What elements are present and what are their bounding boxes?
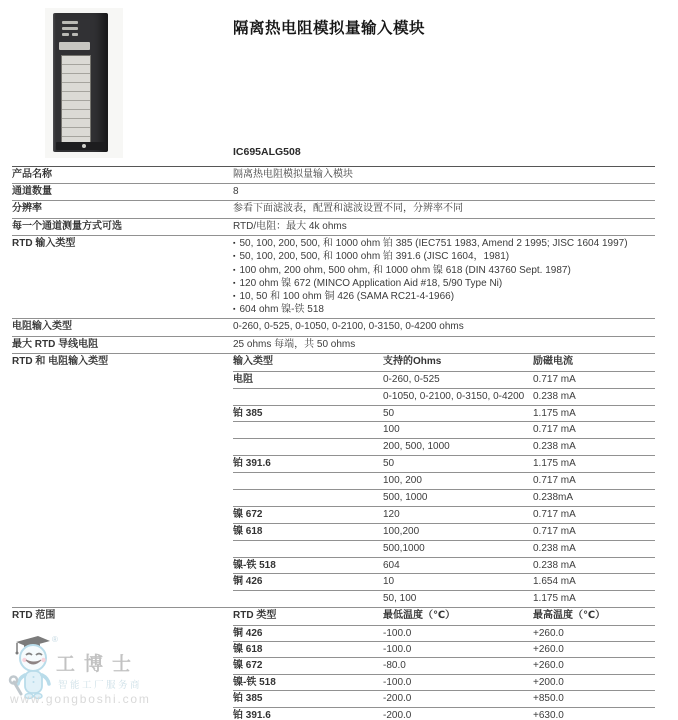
cell-supported-ohms: 100, 200 [383, 475, 422, 487]
cell-input-type [233, 389, 383, 405]
cell-input-type: 铂 385 [233, 407, 263, 419]
module-led-indicator [72, 33, 78, 36]
subtable-row [233, 641, 655, 657]
row-value: 参看下面滤波表，配置和滤波设置不同，分辨率不同 [233, 203, 463, 215]
column-header: 励磁电流 [533, 355, 573, 367]
cell-excitation-current: 1.654 mA [533, 576, 576, 588]
subtable-row [233, 438, 655, 455]
bullet-item [233, 290, 655, 303]
cell-max-temp: +260.0 [533, 643, 564, 655]
cell-supported-ohms: 120 [383, 508, 400, 520]
cell-rtd-type: 镍-铁 518 [233, 676, 276, 688]
bullet-text: 100 ohm, 200 ohm, 500 ohm, 和 1000 ohm 镍 618 (DIN 43760 Sept. 1987) [239, 264, 571, 276]
row-label: RTD 和 电阻输入类型 [12, 355, 109, 367]
column-header: 最低温度（℃） [383, 610, 456, 622]
excitation-subtable [233, 354, 655, 607]
bullet-icon: ▪ [233, 266, 236, 274]
watermark-url: www.gongboshi.com [10, 692, 151, 706]
column-header: RTD 类型 [233, 610, 277, 622]
bullet-text: 10, 50 和 100 ohm 铜 426 (SAMA RC21-4-1966) [239, 291, 455, 303]
column-header: 支持的Ohms [383, 355, 442, 367]
cell-max-temp: +260.0 [533, 660, 564, 672]
cell-supported-ohms: 50 [383, 458, 395, 470]
module-led-indicator [62, 21, 78, 24]
bullet-icon: ▪ [233, 240, 236, 248]
cell-supported-ohms: 10 [383, 576, 395, 588]
table-row [12, 183, 655, 200]
subtable-row [233, 371, 655, 388]
bullet-text: 604 ohm 镍-铁 518 [239, 304, 324, 316]
cell-max-temp: +200.0 [533, 676, 564, 688]
watermark-brand: 工博士 [56, 653, 141, 675]
table-row [12, 167, 655, 183]
cell-supported-ohms: 50, 100 [383, 593, 417, 605]
cell-rtd-type: 镍 618 [233, 643, 263, 655]
row-label: RTD 范围 [12, 610, 56, 622]
bullet-item [233, 303, 655, 316]
row-label: RTD 输入类型 [12, 237, 76, 249]
table-section-excitation [12, 353, 655, 607]
cell-excitation-current: 0.717 mA [533, 475, 576, 487]
plc-module-image [53, 13, 108, 152]
cell-max-temp: +850.0 [533, 693, 564, 705]
cell-supported-ohms: 50 [383, 407, 395, 419]
row-value: 0-260, 0-525, 0-1050, 0-2100, 0-3150, 0-4200 ohms [233, 321, 464, 333]
cell-input-type [233, 422, 383, 438]
bullet-list [233, 236, 655, 319]
cell-min-temp: -100.0 [383, 643, 412, 655]
bullet-text: 120 ohm 镍 672 (MINCO Application Aid #18, 5/90 Type Ni) [239, 277, 503, 289]
subtable-row [233, 707, 655, 720]
cell-supported-ohms: 0-260, 0-525 [383, 373, 440, 385]
cell-input-type: 电阻 [233, 373, 253, 385]
subtable-row [233, 455, 655, 472]
bullet-icon: ▪ [233, 306, 236, 314]
cell-excitation-current: 1.175 mA [533, 458, 576, 470]
cell-input-type [233, 490, 383, 506]
subtable-header [233, 354, 655, 371]
cell-excitation-current: 0.238 mA [533, 390, 576, 402]
bullet-item [233, 277, 655, 290]
subtable-row [233, 489, 655, 506]
table-row [12, 200, 655, 217]
table-row [12, 318, 655, 335]
registered-trademark-icon: ® [52, 635, 58, 644]
cell-supported-ohms: 0-1050, 0-2100, 0-3150, 0-4200 [383, 390, 525, 402]
cell-supported-ohms: 500, 1000 [383, 491, 428, 503]
subtable-row [233, 506, 655, 523]
cell-rtd-type: 镍 672 [233, 660, 263, 672]
cell-supported-ohms: 604 [383, 559, 400, 571]
cell-min-temp: -200.0 [383, 709, 412, 720]
cell-input-type: 镍-铁 518 [233, 559, 276, 571]
cell-supported-ohms: 100 [383, 424, 400, 436]
bullet-item [233, 250, 655, 263]
cell-excitation-current: 1.175 mA [533, 593, 576, 605]
subtable-row [233, 657, 655, 673]
cell-input-type [233, 591, 383, 607]
bullet-icon: ▪ [233, 253, 236, 261]
cell-input-type: 铜 426 [233, 576, 263, 588]
cell-supported-ohms: 500,1000 [383, 542, 425, 554]
cell-max-temp: +630.0 [533, 709, 564, 720]
cell-input-type: 铂 391.6 [233, 458, 271, 470]
module-base [56, 142, 105, 150]
module-label-plate [59, 42, 90, 50]
bullet-text: 50, 100, 200, 500, 和 1000 ohm 铂 391.6 (JISC 1604，1981) [239, 251, 510, 263]
bullet-text: 50, 100, 200, 500, 和 1000 ohm 铂 385 (IEC751 1983, Amend 2 1995; JISC 1604 1997) [239, 238, 628, 250]
rtd-range-subtable [233, 608, 655, 720]
subtable-row [233, 590, 655, 607]
table-row-rtd-input-types [12, 235, 655, 319]
cell-rtd-type: 铂 385 [233, 693, 263, 705]
subtable-row [233, 388, 655, 405]
column-header: 最高温度（℃） [533, 610, 606, 622]
module-led-indicator [62, 33, 69, 36]
subtable-row [233, 421, 655, 438]
cell-max-temp: +260.0 [533, 627, 564, 639]
subtable-row [233, 690, 655, 706]
module-base-screw [82, 144, 86, 148]
row-label: 电阻输入类型 [12, 321, 72, 333]
cell-min-temp: -100.0 [383, 627, 412, 639]
row-label: 每一个通道测量方式可选 [12, 220, 122, 232]
cell-rtd-type: 铂 391.6 [233, 709, 271, 720]
cell-input-type [233, 541, 383, 557]
row-label: 分辨率 [12, 203, 42, 215]
subtable-row [233, 523, 655, 540]
cell-excitation-current: 0.238 mA [533, 441, 576, 453]
table-row [12, 218, 655, 235]
cell-min-temp: -80.0 [383, 660, 406, 672]
module-led-indicator [62, 27, 78, 30]
subtable-row [233, 557, 655, 574]
cell-excitation-current: 0.238mA [533, 491, 574, 503]
module-terminal-strip [61, 55, 91, 143]
cell-min-temp: -100.0 [383, 676, 412, 688]
cell-input-type: 镍 672 [233, 508, 263, 520]
cell-supported-ohms: 200, 500, 1000 [383, 441, 450, 453]
row-value: 8 [233, 186, 239, 198]
cell-input-type [233, 439, 383, 455]
cell-excitation-current: 1.175 mA [533, 407, 576, 419]
column-header: 输入类型 [233, 355, 273, 367]
subtable-row [233, 674, 655, 690]
row-label: 最大 RTD 导线电阻 [12, 338, 99, 350]
watermark-tagline: 智能工厂服务商 [58, 680, 143, 691]
bullet-icon: ▪ [233, 279, 236, 287]
row-value: 隔离热电阻模拟量输入模块 [233, 169, 353, 180]
subtable-row [233, 405, 655, 422]
cell-input-type: 镍 618 [233, 525, 263, 537]
cell-rtd-type: 铜 426 [233, 627, 263, 639]
cell-excitation-current: 0.238 mA [533, 559, 576, 571]
product-photo [45, 8, 123, 158]
row-label: 产品名称 [12, 169, 52, 180]
subtable-row [233, 573, 655, 590]
row-label: 通道数量 [12, 186, 52, 198]
subtable-row [233, 472, 655, 489]
bullet-item [233, 264, 655, 277]
cell-excitation-current: 0.717 mA [533, 373, 576, 385]
cell-excitation-current: 0.238 mA [533, 542, 576, 554]
subtable-header [233, 608, 655, 624]
product-code: IC695ALG508 [233, 146, 301, 158]
cell-input-type [233, 473, 383, 489]
bullet-item [233, 237, 655, 250]
table-row [12, 336, 655, 353]
cell-excitation-current: 0.717 mA [533, 508, 576, 520]
bullet-icon: ▪ [233, 293, 236, 301]
row-value: 25 ohms 每端，共 50 ohms [233, 338, 356, 350]
cell-excitation-current: 0.717 mA [533, 525, 576, 537]
watermark [8, 627, 178, 715]
cell-supported-ohms: 100,200 [383, 525, 420, 537]
cell-min-temp: -200.0 [383, 693, 412, 705]
cell-excitation-current: 0.717 mA [533, 424, 576, 436]
subtable-row [233, 540, 655, 557]
subtable-row [233, 625, 655, 641]
row-value: RTD/电阻：最大 4k ohms [233, 220, 347, 232]
page-title: 隔离热电阻模拟量输入模块 [233, 20, 426, 37]
